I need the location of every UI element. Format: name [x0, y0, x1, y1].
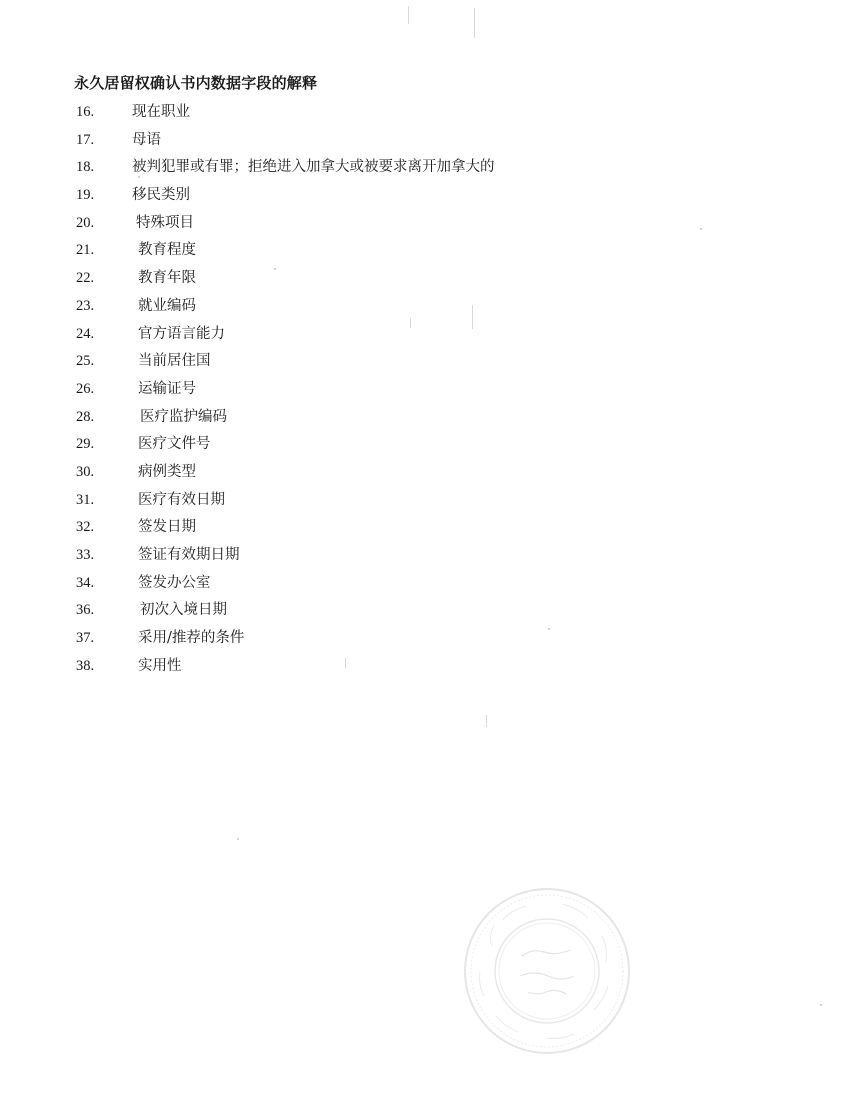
item-number: 29. — [76, 436, 95, 453]
item-number: 22. — [76, 270, 95, 287]
item-number: 16. — [76, 104, 95, 120]
scan-artifact — [237, 838, 239, 840]
list-item — [76, 155, 776, 183]
scan-artifact — [700, 228, 702, 230]
item-label: 教育程度 — [138, 242, 196, 259]
scan-artifact — [138, 176, 140, 178]
item-number: 36. — [76, 602, 95, 619]
scan-artifact — [408, 6, 409, 24]
item-label: 被判犯罪或有罪；拒绝进入加拿大或被要求离开加拿大的 — [132, 159, 495, 176]
scan-artifact — [474, 8, 475, 38]
item-number: 23. — [76, 297, 95, 314]
list-item — [76, 183, 776, 211]
scan-artifact — [486, 715, 487, 727]
list-item — [76, 238, 776, 266]
scan-artifact — [548, 628, 550, 630]
item-label: 现在职业 — [132, 104, 190, 120]
document-title: 永久居留权确认书内数据字段的解释 — [74, 74, 318, 92]
list-item — [76, 377, 776, 405]
item-label: 初次入境日期 — [140, 602, 227, 619]
item-number: 25. — [76, 353, 95, 370]
item-label: 就业编码 — [138, 297, 196, 314]
item-number: 31. — [76, 491, 95, 508]
list-item — [76, 515, 776, 543]
item-label: 病例类型 — [138, 463, 196, 480]
list-item — [76, 405, 776, 433]
item-label: 医疗文件号 — [138, 436, 211, 453]
item-number: 24. — [76, 325, 95, 342]
item-number: 26. — [76, 380, 95, 397]
item-label: 教育年限 — [138, 270, 196, 287]
list-item — [76, 266, 776, 294]
list-item — [76, 432, 776, 460]
list-item — [76, 100, 776, 128]
item-number: 32. — [76, 519, 95, 536]
list-item — [76, 349, 776, 377]
item-number: 28. — [76, 408, 95, 425]
item-number: 37. — [76, 630, 95, 647]
list-item — [76, 488, 776, 516]
list-item — [76, 128, 776, 156]
item-number: 38. — [76, 657, 95, 674]
item-label: 官方语言能力 — [138, 325, 225, 342]
notary-embossed-seal-icon — [462, 886, 632, 1056]
item-number: 34. — [76, 574, 95, 591]
list-item — [76, 460, 776, 488]
item-number: 18. — [76, 159, 95, 176]
item-number: 19. — [76, 187, 95, 204]
item-number: 30. — [76, 463, 95, 480]
scan-artifact — [410, 318, 411, 328]
item-label: 签发办公室 — [138, 574, 211, 591]
list-item — [76, 322, 776, 350]
list-item — [76, 626, 776, 654]
item-label: 实用性 — [138, 657, 182, 674]
item-label: 特殊项目 — [136, 214, 194, 231]
item-label: 签发日期 — [138, 519, 196, 536]
item-number: 20. — [76, 214, 95, 231]
item-label: 当前居住国 — [138, 353, 211, 370]
list-item — [76, 211, 776, 239]
item-number: 21. — [76, 242, 95, 259]
list-item — [76, 654, 776, 682]
item-label: 采用/推荐的条件 — [138, 630, 245, 647]
scan-artifact — [820, 1004, 822, 1006]
list-item — [76, 294, 776, 322]
item-label: 医疗监护编码 — [140, 408, 227, 425]
item-number: 33. — [76, 547, 95, 563]
field-list — [76, 100, 776, 681]
scan-artifact — [274, 268, 276, 270]
item-label: 母语 — [132, 131, 161, 148]
item-label: 运输证号 — [138, 380, 196, 397]
scan-artifact — [345, 658, 346, 668]
item-label: 签证有效期日期 — [138, 547, 240, 563]
list-item — [76, 571, 776, 599]
item-label: 医疗有效日期 — [138, 491, 225, 508]
item-number: 17. — [76, 131, 95, 148]
list-item — [76, 543, 776, 571]
scan-artifact — [472, 305, 473, 329]
item-label: 移民类别 — [132, 187, 190, 204]
list-item — [76, 598, 776, 626]
